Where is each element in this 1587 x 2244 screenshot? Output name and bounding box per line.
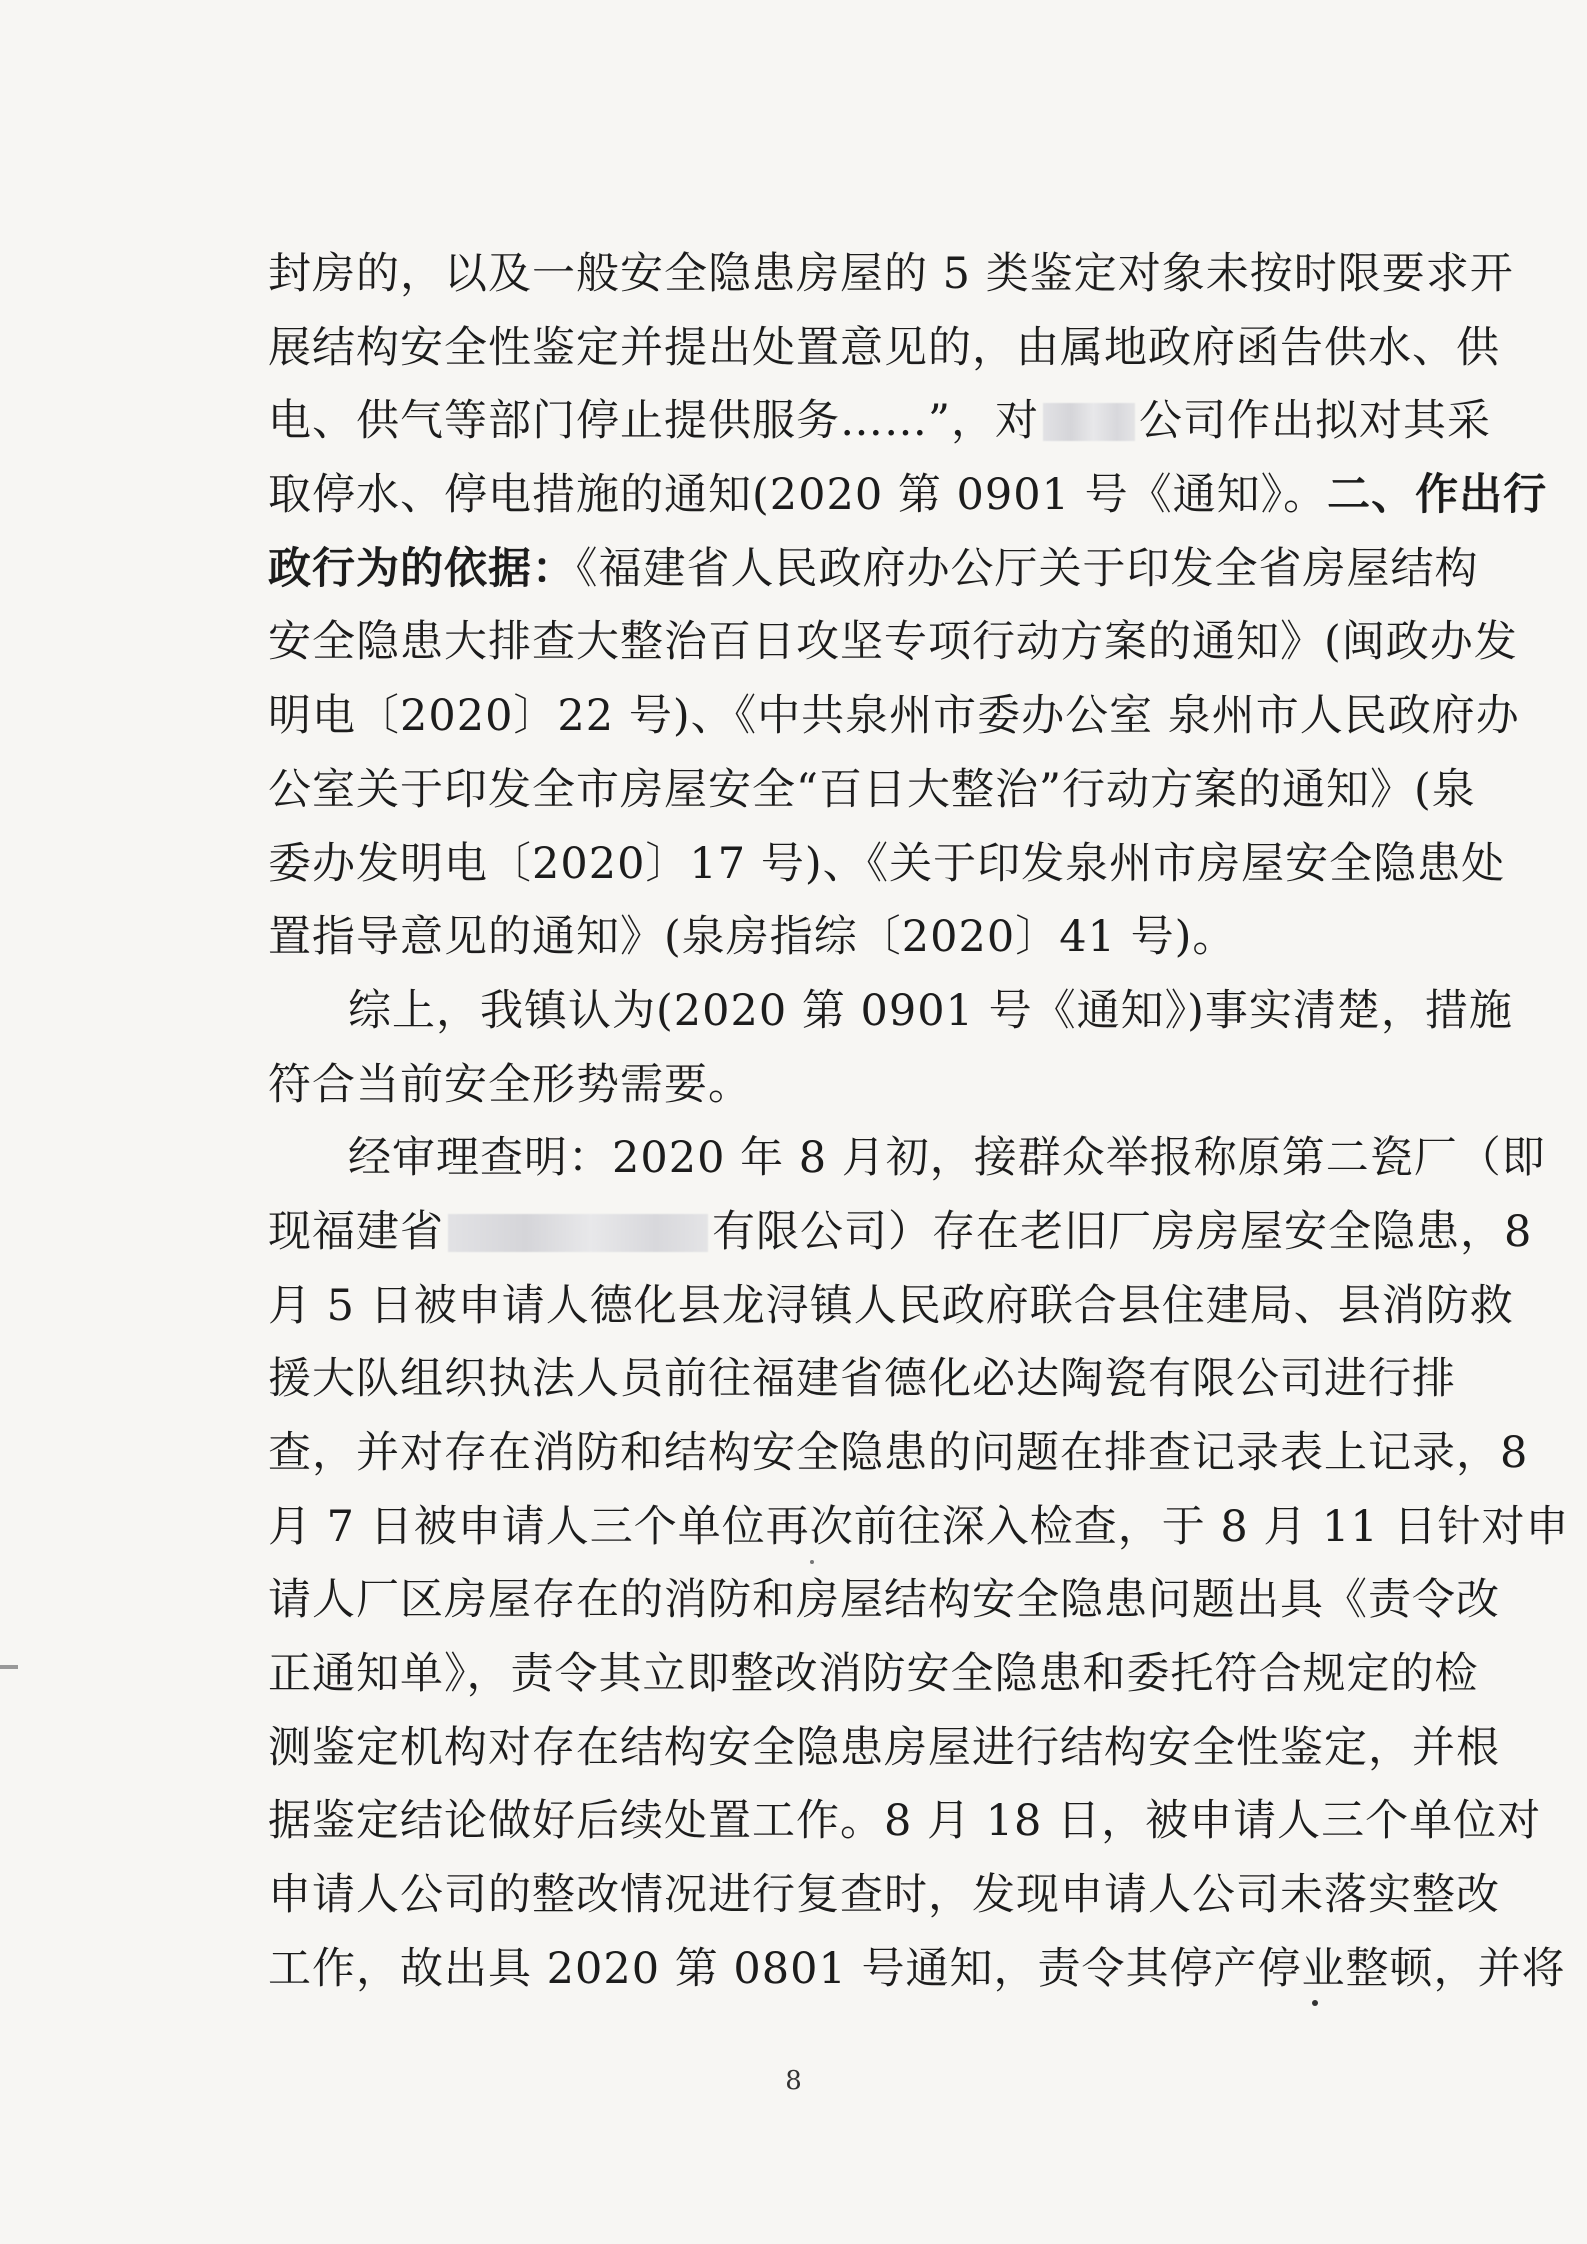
section-heading: 政行为的依据： <box>268 543 576 594</box>
text-run: 经审理查明：2020 年 8 月初，接群众举报称原第二瓷厂（即 <box>348 1133 1546 1184</box>
text-run: 取停水、停电措施的通知(2020 第 0901 号《通知》。 <box>268 470 1328 521</box>
text-run: 测鉴定机构对存在结构安全隐患房屋进行结构安全性鉴定，并根 <box>268 1722 1500 1773</box>
text-line <box>268 1933 1566 2007</box>
text-line <box>268 459 1548 533</box>
page-number: 8 <box>785 2066 802 2096</box>
text-run: 有限公司）存在老旧厂房房屋安全隐患，8 <box>712 1206 1533 1257</box>
text-run: 《福建省人民政府办公厅关于印发全省房屋结构 <box>576 543 1479 594</box>
text-run: 工作，故出具 2020 第 0801 号通知，责令其停产停业整顿，并将 <box>268 1943 1566 1994</box>
text-line <box>268 1712 1500 1786</box>
text-line <box>268 901 1428 975</box>
text-line <box>268 1270 1514 1344</box>
text-line <box>268 238 1514 312</box>
text-line <box>268 1491 1570 1565</box>
text-line <box>268 1564 1500 1638</box>
text-run: 电、供气等部门停止提供服务……”，对 <box>268 396 1039 447</box>
body-text <box>268 238 1570 2007</box>
text-run: 明电〔2020〕22 号)、《中共泉州市委办公室 泉州市人民政府办 <box>268 691 1520 742</box>
text-run: 公室关于印发全市房屋安全“百日大整治”行动方案的通知》(泉 <box>268 764 1476 815</box>
text-run: 正通知单》，责令其立即整改消防安全隐患和委托符合规定的检 <box>268 1649 1479 1700</box>
text-run: 月 5 日被申请人德化县龙浔镇人民政府联合县住建局、县消防救 <box>268 1280 1514 1331</box>
text-line <box>268 1859 1500 1933</box>
text-run: 综上，我镇认为(2020 第 0901 号《通知》)事实清楚，措施 <box>348 985 1513 1036</box>
scan-speck <box>810 1560 814 1564</box>
section-heading: 二、作出行 <box>1327 470 1548 521</box>
text-line <box>268 754 1476 828</box>
text-run: 援大队组织执法人员前往福建省德化必达陶瓷有限公司进行排 <box>268 1354 1456 1405</box>
text-line <box>268 1417 1529 1491</box>
text-run: 安全隐患大排查大整治百日攻坚专项行动方案的通知》(闽政办发 <box>268 617 1518 668</box>
text-line <box>268 1049 1428 1123</box>
text-line <box>268 1638 1479 1712</box>
text-line <box>268 1785 1542 1859</box>
text-line <box>268 1196 1533 1270</box>
text-line <box>268 312 1500 386</box>
text-run: 展结构安全性鉴定并提出处置意见的，由属地政府函告供水、供 <box>268 322 1500 373</box>
text-run: 封房的，以及一般安全隐患房屋的 5 类鉴定对象未按时限要求开 <box>268 249 1514 299</box>
redacted-company-name <box>1043 403 1135 441</box>
text-run: 现福建省 <box>268 1206 444 1257</box>
text-run: 符合当前安全形势需要。 <box>268 1059 752 1110</box>
text-line <box>268 1343 1456 1417</box>
text-run: 月 7 日被申请人三个单位再次前往深入检查，于 8 月 11 日针对申 <box>268 1501 1570 1552</box>
text-run: 申请人公司的整改情况进行复查时，发现申请人公司未落实整改 <box>268 1870 1500 1921</box>
text-line <box>268 385 1491 459</box>
text-line <box>268 828 1506 902</box>
text-line <box>268 680 1520 754</box>
text-run: 请人厂区房屋存在的消防和房屋结构安全隐患问题出具《责令改 <box>268 1575 1500 1626</box>
redacted-company-name <box>448 1214 708 1252</box>
text-line <box>268 1122 1546 1196</box>
text-run: 置指导意见的通知》(泉房指综〔2020〕41 号)。 <box>268 912 1237 963</box>
text-line <box>268 606 1518 680</box>
text-run: 查，并对存在消防和结构安全隐患的问题在排查记录表上记录，8 <box>268 1428 1529 1478</box>
scan-speck <box>1312 2000 1318 2006</box>
text-run: 据鉴定结论做好后续处置工作。8 月 18 日，被申请人三个单位对 <box>268 1796 1542 1847</box>
text-line <box>268 533 1479 607</box>
text-line <box>268 975 1513 1049</box>
scan-edge-mark <box>0 1665 18 1669</box>
text-run: 公司作出拟对其采 <box>1138 396 1491 447</box>
text-run: 委办发明电〔2020〕17 号)、《关于印发泉州市房屋安全隐患处 <box>268 838 1506 889</box>
